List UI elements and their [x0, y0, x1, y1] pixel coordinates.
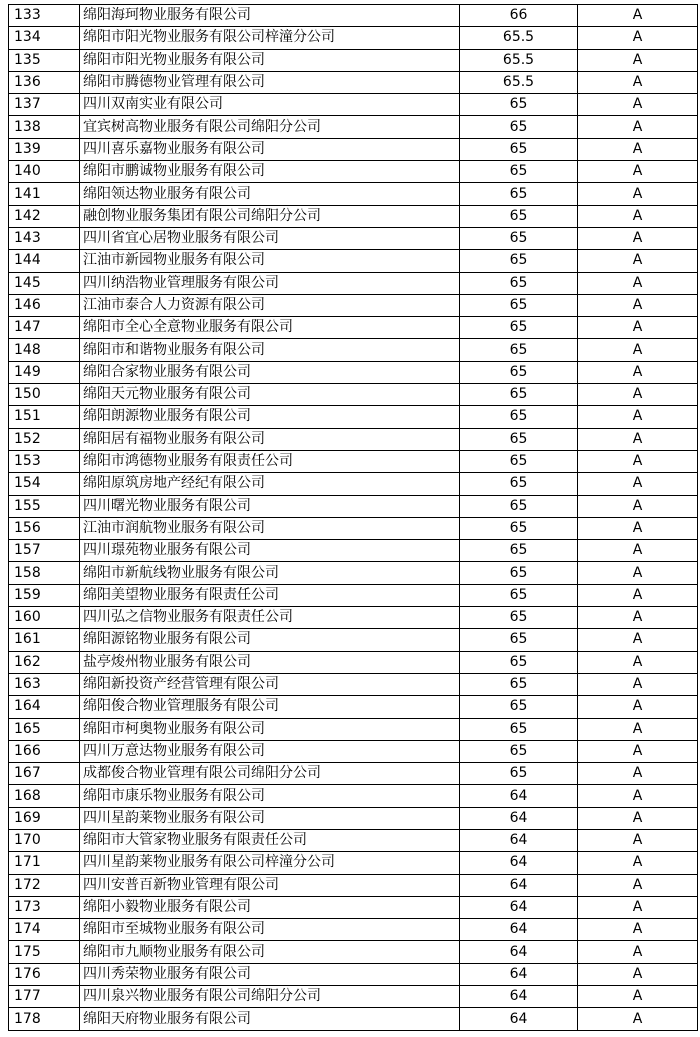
row-number-cell: 154 — [9, 473, 80, 495]
grade-cell: A — [578, 673, 698, 695]
company-name-cell: 四川璟苑物业服务有限公司 — [80, 540, 460, 562]
score-cell: 65 — [460, 517, 578, 539]
score-cell: 65 — [460, 673, 578, 695]
score-cell: 65.5 — [460, 71, 578, 93]
table-row — [9, 718, 698, 740]
row-number-cell: 177 — [9, 986, 80, 1008]
company-name-cell: 绵阳俊合物业管理服务有限公司 — [80, 696, 460, 718]
score-cell: 65 — [460, 272, 578, 294]
table-row — [9, 27, 698, 49]
company-name-cell: 绵阳市大管家物业服务有限责任公司 — [80, 829, 460, 851]
company-name-cell: 盐亭焌州物业服务有限公司 — [80, 651, 460, 673]
company-name-cell: 绵阳小毅物业服务有限公司 — [80, 896, 460, 918]
table-row — [9, 183, 698, 205]
table-row — [9, 450, 698, 472]
company-name-cell: 绵阳合家物业服务有限公司 — [80, 361, 460, 383]
company-name-cell: 四川纳浩物业管理服务有限公司 — [80, 272, 460, 294]
row-number-cell: 158 — [9, 562, 80, 584]
table-row — [9, 250, 698, 272]
score-cell: 65 — [460, 584, 578, 606]
row-number-cell: 173 — [9, 896, 80, 918]
company-name-cell: 四川星韵莱物业服务有限公司梓潼分公司 — [80, 852, 460, 874]
grade-cell: A — [578, 250, 698, 272]
grade-cell: A — [578, 852, 698, 874]
company-name-cell: 绵阳新投资产经营管理有限公司 — [80, 673, 460, 695]
company-name-cell: 绵阳海珂物业服务有限公司 — [80, 5, 460, 27]
company-name-cell: 四川星韵莱物业服务有限公司 — [80, 807, 460, 829]
score-cell: 64 — [460, 807, 578, 829]
row-number-cell: 150 — [9, 384, 80, 406]
grade-cell: A — [578, 473, 698, 495]
score-cell: 65 — [460, 138, 578, 160]
table-row — [9, 829, 698, 851]
grade-cell: A — [578, 94, 698, 116]
row-number-cell: 157 — [9, 540, 80, 562]
score-cell: 65 — [460, 651, 578, 673]
table-row — [9, 205, 698, 227]
table-row — [9, 673, 698, 695]
grade-cell: A — [578, 317, 698, 339]
grade-cell: A — [578, 896, 698, 918]
row-number-cell: 137 — [9, 94, 80, 116]
score-cell: 65 — [460, 183, 578, 205]
grade-cell: A — [578, 183, 698, 205]
company-name-cell: 绵阳原筑房地产经纪有限公司 — [80, 473, 460, 495]
company-name-cell: 绵阳领达物业服务有限公司 — [80, 183, 460, 205]
row-number-cell: 139 — [9, 138, 80, 160]
company-name-cell: 绵阳天元物业服务有限公司 — [80, 384, 460, 406]
row-number-cell: 133 — [9, 5, 80, 27]
company-name-cell: 绵阳天府物业服务有限公司 — [80, 1008, 460, 1030]
table-row — [9, 339, 698, 361]
score-cell: 65 — [460, 384, 578, 406]
table-row — [9, 495, 698, 517]
row-number-cell: 147 — [9, 317, 80, 339]
company-name-cell: 四川安普百新物业管理有限公司 — [80, 874, 460, 896]
row-number-cell: 151 — [9, 406, 80, 428]
grade-cell: A — [578, 361, 698, 383]
table-row — [9, 763, 698, 785]
grade-cell: A — [578, 584, 698, 606]
row-number-cell: 141 — [9, 183, 80, 205]
score-cell: 65.5 — [460, 49, 578, 71]
score-cell: 65 — [460, 317, 578, 339]
score-cell: 65 — [460, 607, 578, 629]
company-name-cell: 绵阳市阳光物业服务有限公司 — [80, 49, 460, 71]
row-number-cell: 159 — [9, 584, 80, 606]
company-name-cell: 融创物业服务集团有限公司绵阳分公司 — [80, 205, 460, 227]
company-name-cell: 宜宾树高物业服务有限公司绵阳分公司 — [80, 116, 460, 138]
row-number-cell: 164 — [9, 696, 80, 718]
grade-cell: A — [578, 540, 698, 562]
score-cell: 64 — [460, 852, 578, 874]
table-row — [9, 696, 698, 718]
table-row — [9, 874, 698, 896]
grade-cell: A — [578, 495, 698, 517]
row-number-cell: 172 — [9, 874, 80, 896]
score-cell: 64 — [460, 896, 578, 918]
grade-cell: A — [578, 829, 698, 851]
score-cell: 65 — [460, 740, 578, 762]
score-cell: 66 — [460, 5, 578, 27]
row-number-cell: 176 — [9, 963, 80, 985]
score-cell: 65 — [460, 361, 578, 383]
row-number-cell: 170 — [9, 829, 80, 851]
company-name-cell: 绵阳朗源物业服务有限公司 — [80, 406, 460, 428]
row-number-cell: 156 — [9, 517, 80, 539]
score-cell: 65 — [460, 473, 578, 495]
row-number-cell: 140 — [9, 161, 80, 183]
score-cell: 65 — [460, 696, 578, 718]
score-cell: 65 — [460, 629, 578, 651]
row-number-cell: 144 — [9, 250, 80, 272]
table-row — [9, 562, 698, 584]
score-cell: 65 — [460, 250, 578, 272]
table-row — [9, 629, 698, 651]
company-name-cell: 绵阳市鸿德物业服务有限责任公司 — [80, 450, 460, 472]
grade-cell: A — [578, 696, 698, 718]
table-row — [9, 941, 698, 963]
company-name-cell: 绵阳源铭物业服务有限公司 — [80, 629, 460, 651]
score-cell: 65 — [460, 495, 578, 517]
grade-cell: A — [578, 138, 698, 160]
grade-cell: A — [578, 49, 698, 71]
company-name-cell: 成都俊合物业管理有限公司绵阳分公司 — [80, 763, 460, 785]
row-number-cell: 167 — [9, 763, 80, 785]
table-row — [9, 317, 698, 339]
grade-cell: A — [578, 116, 698, 138]
table-row — [9, 428, 698, 450]
row-number-cell: 174 — [9, 919, 80, 941]
company-name-cell: 四川万意达物业服务有限公司 — [80, 740, 460, 762]
table-row — [9, 116, 698, 138]
grade-cell: A — [578, 629, 698, 651]
table-row — [9, 406, 698, 428]
grade-cell: A — [578, 941, 698, 963]
score-cell: 64 — [460, 785, 578, 807]
table-row — [9, 540, 698, 562]
company-name-cell: 江油市润航物业服务有限公司 — [80, 517, 460, 539]
grade-cell: A — [578, 384, 698, 406]
grade-cell: A — [578, 963, 698, 985]
company-name-cell: 绵阳市和谐物业服务有限公司 — [80, 339, 460, 361]
grade-cell: A — [578, 562, 698, 584]
company-name-cell: 绵阳市康乐物业服务有限公司 — [80, 785, 460, 807]
score-cell: 64 — [460, 1008, 578, 1030]
grade-cell: A — [578, 718, 698, 740]
row-number-cell: 163 — [9, 673, 80, 695]
score-cell: 65 — [460, 428, 578, 450]
company-name-cell: 四川双南实业有限公司 — [80, 94, 460, 116]
score-cell: 65 — [460, 406, 578, 428]
row-number-cell: 135 — [9, 49, 80, 71]
score-cell: 65 — [460, 763, 578, 785]
score-cell: 65.5 — [460, 27, 578, 49]
row-number-cell: 152 — [9, 428, 80, 450]
grade-cell: A — [578, 651, 698, 673]
row-number-cell: 146 — [9, 294, 80, 316]
score-cell: 65 — [460, 339, 578, 361]
row-number-cell: 145 — [9, 272, 80, 294]
table-row — [9, 517, 698, 539]
company-name-cell: 绵阳市鹏诚物业服务有限公司 — [80, 161, 460, 183]
table-row — [9, 963, 698, 985]
table-row — [9, 986, 698, 1008]
company-name-cell: 绵阳市腾德物业管理有限公司 — [80, 71, 460, 93]
row-number-cell: 175 — [9, 941, 80, 963]
company-name-cell: 绵阳美望物业服务有限责任公司 — [80, 584, 460, 606]
grade-cell: A — [578, 227, 698, 249]
grade-cell: A — [578, 71, 698, 93]
table-row — [9, 919, 698, 941]
table-row — [9, 361, 698, 383]
table-row — [9, 651, 698, 673]
company-name-cell: 四川曙光物业服务有限公司 — [80, 495, 460, 517]
row-number-cell: 149 — [9, 361, 80, 383]
score-cell: 64 — [460, 874, 578, 896]
row-number-cell: 148 — [9, 339, 80, 361]
row-number-cell: 160 — [9, 607, 80, 629]
ranking-table — [8, 4, 698, 1031]
ranking-table-container — [8, 4, 697, 1031]
row-number-cell: 153 — [9, 450, 80, 472]
score-cell: 65 — [460, 205, 578, 227]
row-number-cell: 165 — [9, 718, 80, 740]
score-cell: 65 — [460, 718, 578, 740]
row-number-cell: 169 — [9, 807, 80, 829]
table-row — [9, 272, 698, 294]
score-cell: 65 — [460, 161, 578, 183]
score-cell: 64 — [460, 986, 578, 1008]
table-row — [9, 49, 698, 71]
score-cell: 65 — [460, 562, 578, 584]
grade-cell: A — [578, 763, 698, 785]
score-cell: 64 — [460, 829, 578, 851]
table-row — [9, 5, 698, 27]
grade-cell: A — [578, 919, 698, 941]
score-cell: 65 — [460, 450, 578, 472]
table-row — [9, 161, 698, 183]
company-name-cell: 绵阳市阳光物业服务有限公司梓潼分公司 — [80, 27, 460, 49]
score-cell: 64 — [460, 963, 578, 985]
table-row — [9, 71, 698, 93]
grade-cell: A — [578, 785, 698, 807]
row-number-cell: 168 — [9, 785, 80, 807]
table-row — [9, 384, 698, 406]
company-name-cell: 江油市泰合人力资源有限公司 — [80, 294, 460, 316]
grade-cell: A — [578, 205, 698, 227]
row-number-cell: 142 — [9, 205, 80, 227]
grade-cell: A — [578, 272, 698, 294]
row-number-cell: 143 — [9, 227, 80, 249]
row-number-cell: 178 — [9, 1008, 80, 1030]
company-name-cell: 绵阳居有福物业服务有限公司 — [80, 428, 460, 450]
score-cell: 64 — [460, 941, 578, 963]
grade-cell: A — [578, 450, 698, 472]
table-row — [9, 807, 698, 829]
table-row — [9, 473, 698, 495]
company-name-cell: 绵阳市柯奥物业服务有限公司 — [80, 718, 460, 740]
grade-cell: A — [578, 406, 698, 428]
row-number-cell: 166 — [9, 740, 80, 762]
table-row — [9, 607, 698, 629]
row-number-cell: 171 — [9, 852, 80, 874]
ranking-table-body — [9, 5, 698, 1031]
table-row — [9, 584, 698, 606]
grade-cell: A — [578, 339, 698, 361]
score-cell: 64 — [460, 919, 578, 941]
score-cell: 65 — [460, 116, 578, 138]
table-row — [9, 294, 698, 316]
score-cell: 65 — [460, 227, 578, 249]
grade-cell: A — [578, 27, 698, 49]
grade-cell: A — [578, 428, 698, 450]
grade-cell: A — [578, 1008, 698, 1030]
table-row — [9, 227, 698, 249]
company-name-cell: 绵阳市全心全意物业服务有限公司 — [80, 317, 460, 339]
row-number-cell: 136 — [9, 71, 80, 93]
company-name-cell: 四川秀荣物业服务有限公司 — [80, 963, 460, 985]
table-row — [9, 1008, 698, 1030]
table-row — [9, 785, 698, 807]
grade-cell: A — [578, 986, 698, 1008]
table-row — [9, 896, 698, 918]
row-number-cell: 138 — [9, 116, 80, 138]
grade-cell: A — [578, 607, 698, 629]
grade-cell: A — [578, 161, 698, 183]
company-name-cell: 江油市新园物业服务有限公司 — [80, 250, 460, 272]
grade-cell: A — [578, 294, 698, 316]
company-name-cell: 绵阳市至城物业服务有限公司 — [80, 919, 460, 941]
score-cell: 65 — [460, 94, 578, 116]
company-name-cell: 绵阳市新航线物业服务有限公司 — [80, 562, 460, 584]
score-cell: 65 — [460, 540, 578, 562]
grade-cell: A — [578, 740, 698, 762]
table-row — [9, 138, 698, 160]
score-cell: 65 — [460, 294, 578, 316]
row-number-cell: 161 — [9, 629, 80, 651]
company-name-cell: 四川省宜心居物业服务有限公司 — [80, 227, 460, 249]
table-row — [9, 740, 698, 762]
company-name-cell: 四川泉兴物业服务有限公司绵阳分公司 — [80, 986, 460, 1008]
company-name-cell: 四川弘之信物业服务有限责任公司 — [80, 607, 460, 629]
grade-cell: A — [578, 517, 698, 539]
grade-cell: A — [578, 874, 698, 896]
row-number-cell: 155 — [9, 495, 80, 517]
grade-cell: A — [578, 807, 698, 829]
table-row — [9, 852, 698, 874]
row-number-cell: 162 — [9, 651, 80, 673]
row-number-cell: 134 — [9, 27, 80, 49]
company-name-cell: 绵阳市九顺物业服务有限公司 — [80, 941, 460, 963]
table-row — [9, 94, 698, 116]
grade-cell: A — [578, 5, 698, 27]
company-name-cell: 四川喜乐嘉物业服务有限公司 — [80, 138, 460, 160]
